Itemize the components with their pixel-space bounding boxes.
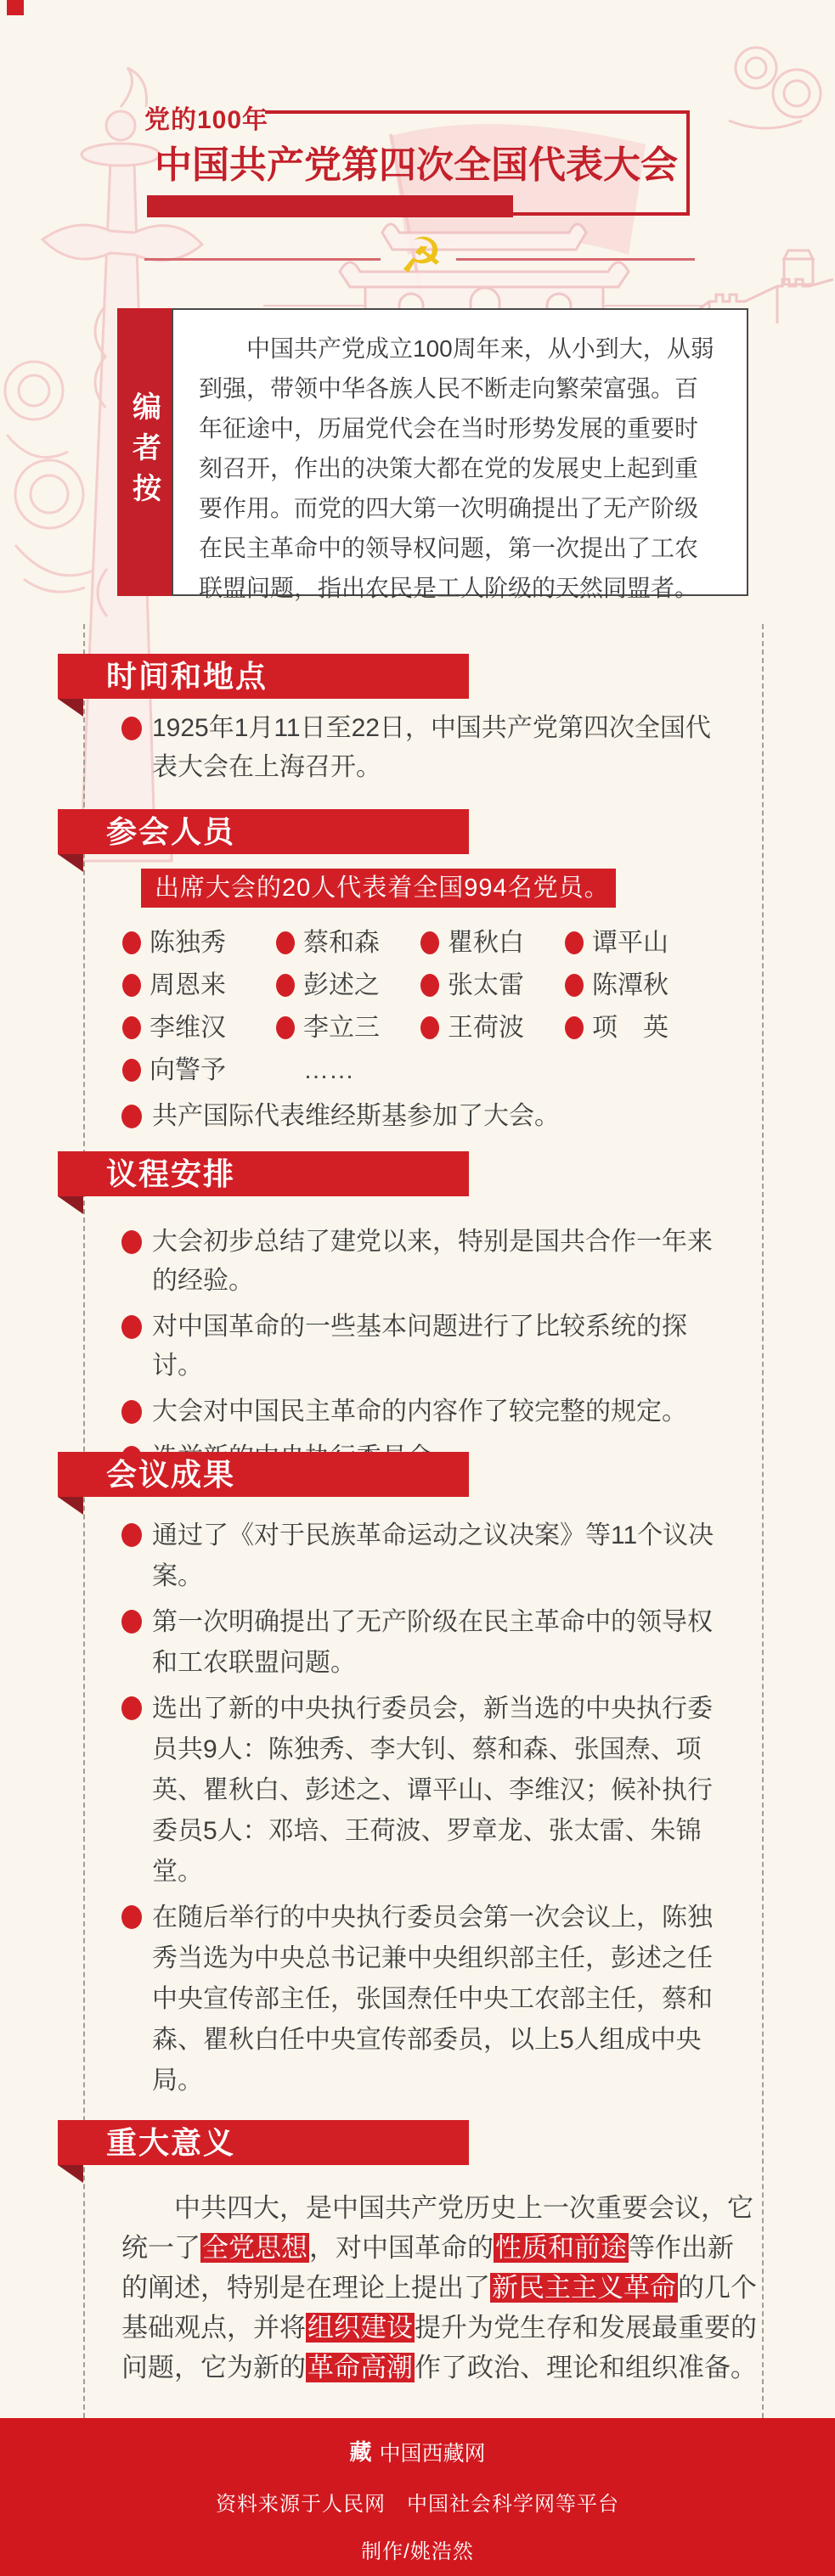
- list-item-text: 对中国革命的一些基本问题进行了比较系统的探讨。: [152, 1313, 687, 1380]
- footer-credit-text: 制作/姚浩然: [361, 2540, 474, 2563]
- bullet-dot-icon: [121, 1523, 142, 1547]
- ribbon-fold-decoration: [58, 854, 83, 872]
- significance-paragraph: [121, 2188, 757, 2388]
- paragraph-text: 等作出新的阐述，特别是在理论上提出了: [121, 2233, 734, 2303]
- list-item-text: 选出了新的中央执行委员会，新当选的中央执行委员共9人：陈独秀、李大钊、蔡和森、张国焘、项英、瞿秋白、彭述之、谭平山、李维汉；候补执行委员5人：邓培、王荷波、罗章龙、张太雷、朱锦堂。: [152, 1695, 713, 1886]
- participant-name-text: 蔡和森: [303, 929, 380, 957]
- ribbon-fold-decoration: [58, 699, 83, 717]
- bullet-dot-icon: [121, 1315, 142, 1339]
- bullet-dot-icon: [121, 717, 142, 740]
- list-item: [121, 1689, 763, 1893]
- list-item-text: 通过了《对于民族革命运动之议决案》等11个议决案。: [152, 1521, 714, 1590]
- section-results: [58, 1452, 763, 2106]
- bullet-dot-icon: [420, 931, 439, 954]
- participant-name-text: 周恩来: [150, 971, 226, 999]
- participant-name-text: 彭述之: [303, 971, 380, 999]
- participant-name: [122, 1049, 276, 1092]
- series-kicker: 党的100年: [144, 106, 269, 134]
- paragraph-text: 中共四大，是中国共产党历史上一次重要会议，它统一了: [121, 2193, 753, 2263]
- editor-note-sidebar: [117, 308, 172, 596]
- participant-name-text: 陈独秀: [150, 929, 226, 957]
- participant-name-text: 谭平山: [592, 929, 669, 957]
- bullet-dot-icon: [420, 1016, 439, 1039]
- participant-name: [276, 1007, 420, 1049]
- page-footer: [0, 2418, 835, 2576]
- peony-flower-decoration: [0, 323, 119, 603]
- ribbon-fold-decoration: [58, 2165, 83, 2183]
- participant-name-text: 李维汉: [150, 1014, 226, 1042]
- list-item-text: 第一次明确提出了无产阶级在民主革命中的领导权和工农联盟问题。: [152, 1608, 713, 1677]
- participant-name: [565, 922, 724, 965]
- editor-note: [117, 308, 748, 601]
- participant-name: [122, 1007, 276, 1049]
- china-tibet-net-logo-icon: 藏: [349, 2439, 372, 2465]
- bullet-dot-icon: [121, 1696, 142, 1720]
- bullet-dot-icon: [565, 974, 584, 997]
- footer-source-text: 资料来源于人民网 中国社会科学网等平台: [216, 2493, 619, 2516]
- list-item: [121, 1308, 763, 1386]
- title-underline-bar: [147, 195, 513, 217]
- section-ribbon-time-place: [58, 654, 469, 699]
- highlighted-keyword: 新民主主义革命: [492, 2273, 676, 2303]
- paragraph-text: 提升为党生存和发展最重要的问题，它为新的: [121, 2313, 757, 2382]
- agenda-list: [58, 1223, 763, 1477]
- list-item-text: 在随后举行的中央执行委员会第一次会议上，陈独秀当选为中央总书记兼中央组织部主任，彭述之任中央宣传部主任，张国焘任中央工农部主任，蔡和森、瞿秋白任中央宣传部委员，以上5人组成中央局。: [152, 1904, 713, 2095]
- bullet-dot-icon: [121, 1400, 142, 1424]
- participant-name: [276, 922, 420, 965]
- bullet-dot-icon: [121, 1610, 142, 1634]
- list-item-text: 大会对中国民主革命的内容作了较完整的规定。: [152, 1398, 687, 1426]
- participant-name-text: 李立三: [303, 1014, 380, 1042]
- participant-name: [122, 965, 276, 1007]
- participants-ellipsis: [276, 1049, 420, 1092]
- list-item: [121, 1602, 763, 1684]
- hammer-sickle-emblem-icon: ☭: [399, 228, 443, 284]
- clouds-decoration: [722, 34, 832, 136]
- paragraph-text: 作了政治、理论和组织准备。: [415, 2353, 757, 2382]
- editor-note-text: 中国共产党成立100周年来，从小到大，从弱到强，带领中华各族人民不断走向繁荣富强。百年征途中，历届党代会在当时形势发展的重要时刻召开，作出的决策大都在党的发展史上起到重要作用。而党的四大第一次明确提出了无产阶级在民主革命中的领导权问题，第一次提出了工农联盟问题，指出农民是工人阶级的天然同盟者。: [199, 335, 714, 601]
- participant-name-text: 张太雷: [448, 971, 524, 999]
- bullet-dot-icon: [122, 1059, 141, 1082]
- section-ribbon-results: [58, 1452, 469, 1497]
- footer-brand-row: [0, 2418, 835, 2467]
- bullet-dot-icon: [121, 1105, 142, 1128]
- divider-left-line: [144, 258, 381, 261]
- section-ribbon-participants: [58, 809, 469, 854]
- bullet-dot-icon: [420, 974, 439, 997]
- list-item: [121, 1392, 763, 1431]
- bullet-dot-icon: [276, 931, 295, 954]
- list-item: [121, 1097, 763, 1136]
- participants-count-banner: 出席大会的20人代表着全国994名党员。: [141, 869, 616, 908]
- bullet-dot-icon: [276, 974, 295, 997]
- participant-name-text: 王荷波: [448, 1014, 524, 1042]
- section-title: 重大意义: [106, 2125, 236, 2160]
- participant-name: [420, 922, 565, 965]
- section-ribbon-agenda: [58, 1151, 469, 1196]
- bullet-dot-icon: [121, 1905, 142, 1929]
- bullet-dot-icon: [565, 1016, 584, 1039]
- highlighted-keyword: 组织建设: [307, 2313, 413, 2343]
- participant-name-text: 瞿秋白: [448, 929, 524, 957]
- section-participants: [58, 809, 763, 1136]
- participant-name: [565, 1007, 724, 1049]
- participant-name: [420, 965, 565, 1007]
- list-item-text: 大会初步总结了建党以来，特别是国共合作一年来的经验。: [152, 1228, 713, 1295]
- section-ribbon-significance: [58, 2120, 469, 2165]
- section-title: 议程安排: [106, 1156, 236, 1191]
- section-title: 时间和地点: [106, 659, 268, 694]
- list-item-text: 1925年1月11日至22日，中国共产党第四次全国代表大会在上海召开。: [152, 714, 711, 781]
- page-title: 中国共产党第四次全国代表大会: [155, 144, 678, 186]
- list-item: [121, 1516, 763, 1597]
- list-item-text: 共产国际代表维经斯基参加了大会。: [152, 1102, 560, 1130]
- participant-name-text: 项 英: [592, 1014, 669, 1042]
- participant-name: [276, 965, 420, 1007]
- participant-name: [122, 922, 276, 965]
- participant-name-text: 陈潭秋: [592, 971, 669, 999]
- ellipsis-text: ……: [303, 1056, 354, 1084]
- ribbon-fold-decoration: [58, 1196, 83, 1214]
- editor-note-box: [172, 308, 748, 601]
- bullet-dot-icon: [122, 974, 141, 997]
- participants-name-grid: [122, 922, 763, 1092]
- highlighted-keyword: 全党思想: [202, 2233, 307, 2263]
- footer-brand-name: 中国西藏网: [379, 2442, 486, 2466]
- bullet-dot-icon: [122, 931, 141, 954]
- participant-name: [565, 965, 724, 1007]
- paragraph-text: ，对中国革命的: [309, 2233, 494, 2263]
- results-list: [58, 1516, 763, 2101]
- highlighted-keyword: 性质和前途: [495, 2233, 627, 2263]
- bullet-dot-icon: [276, 1016, 295, 1039]
- section-time-place: [58, 654, 763, 787]
- section-agenda: [58, 1151, 763, 1484]
- bullet-dot-icon: [122, 1016, 141, 1039]
- bullet-dot-icon: [121, 1230, 142, 1254]
- divider-right-line: [456, 258, 695, 261]
- editor-note-label: 编者按: [127, 391, 161, 514]
- list-item: [121, 1898, 763, 2101]
- corner-accent-decoration: [7, 0, 24, 15]
- paragraph-text: 的几个基础观点，并将: [121, 2273, 757, 2343]
- section-title: 会议成果: [106, 1457, 236, 1492]
- participant-name: [420, 1007, 565, 1049]
- ribbon-fold-decoration: [58, 1497, 83, 1515]
- section-title: 参会人员: [106, 814, 236, 849]
- list-item: [121, 1223, 763, 1301]
- bullet-dot-icon: [565, 931, 584, 954]
- list-item: [121, 709, 763, 787]
- section-significance: [58, 2120, 763, 2388]
- highlighted-keyword: 革命高潮: [307, 2353, 413, 2382]
- participant-name-text: 向警予: [150, 1056, 226, 1084]
